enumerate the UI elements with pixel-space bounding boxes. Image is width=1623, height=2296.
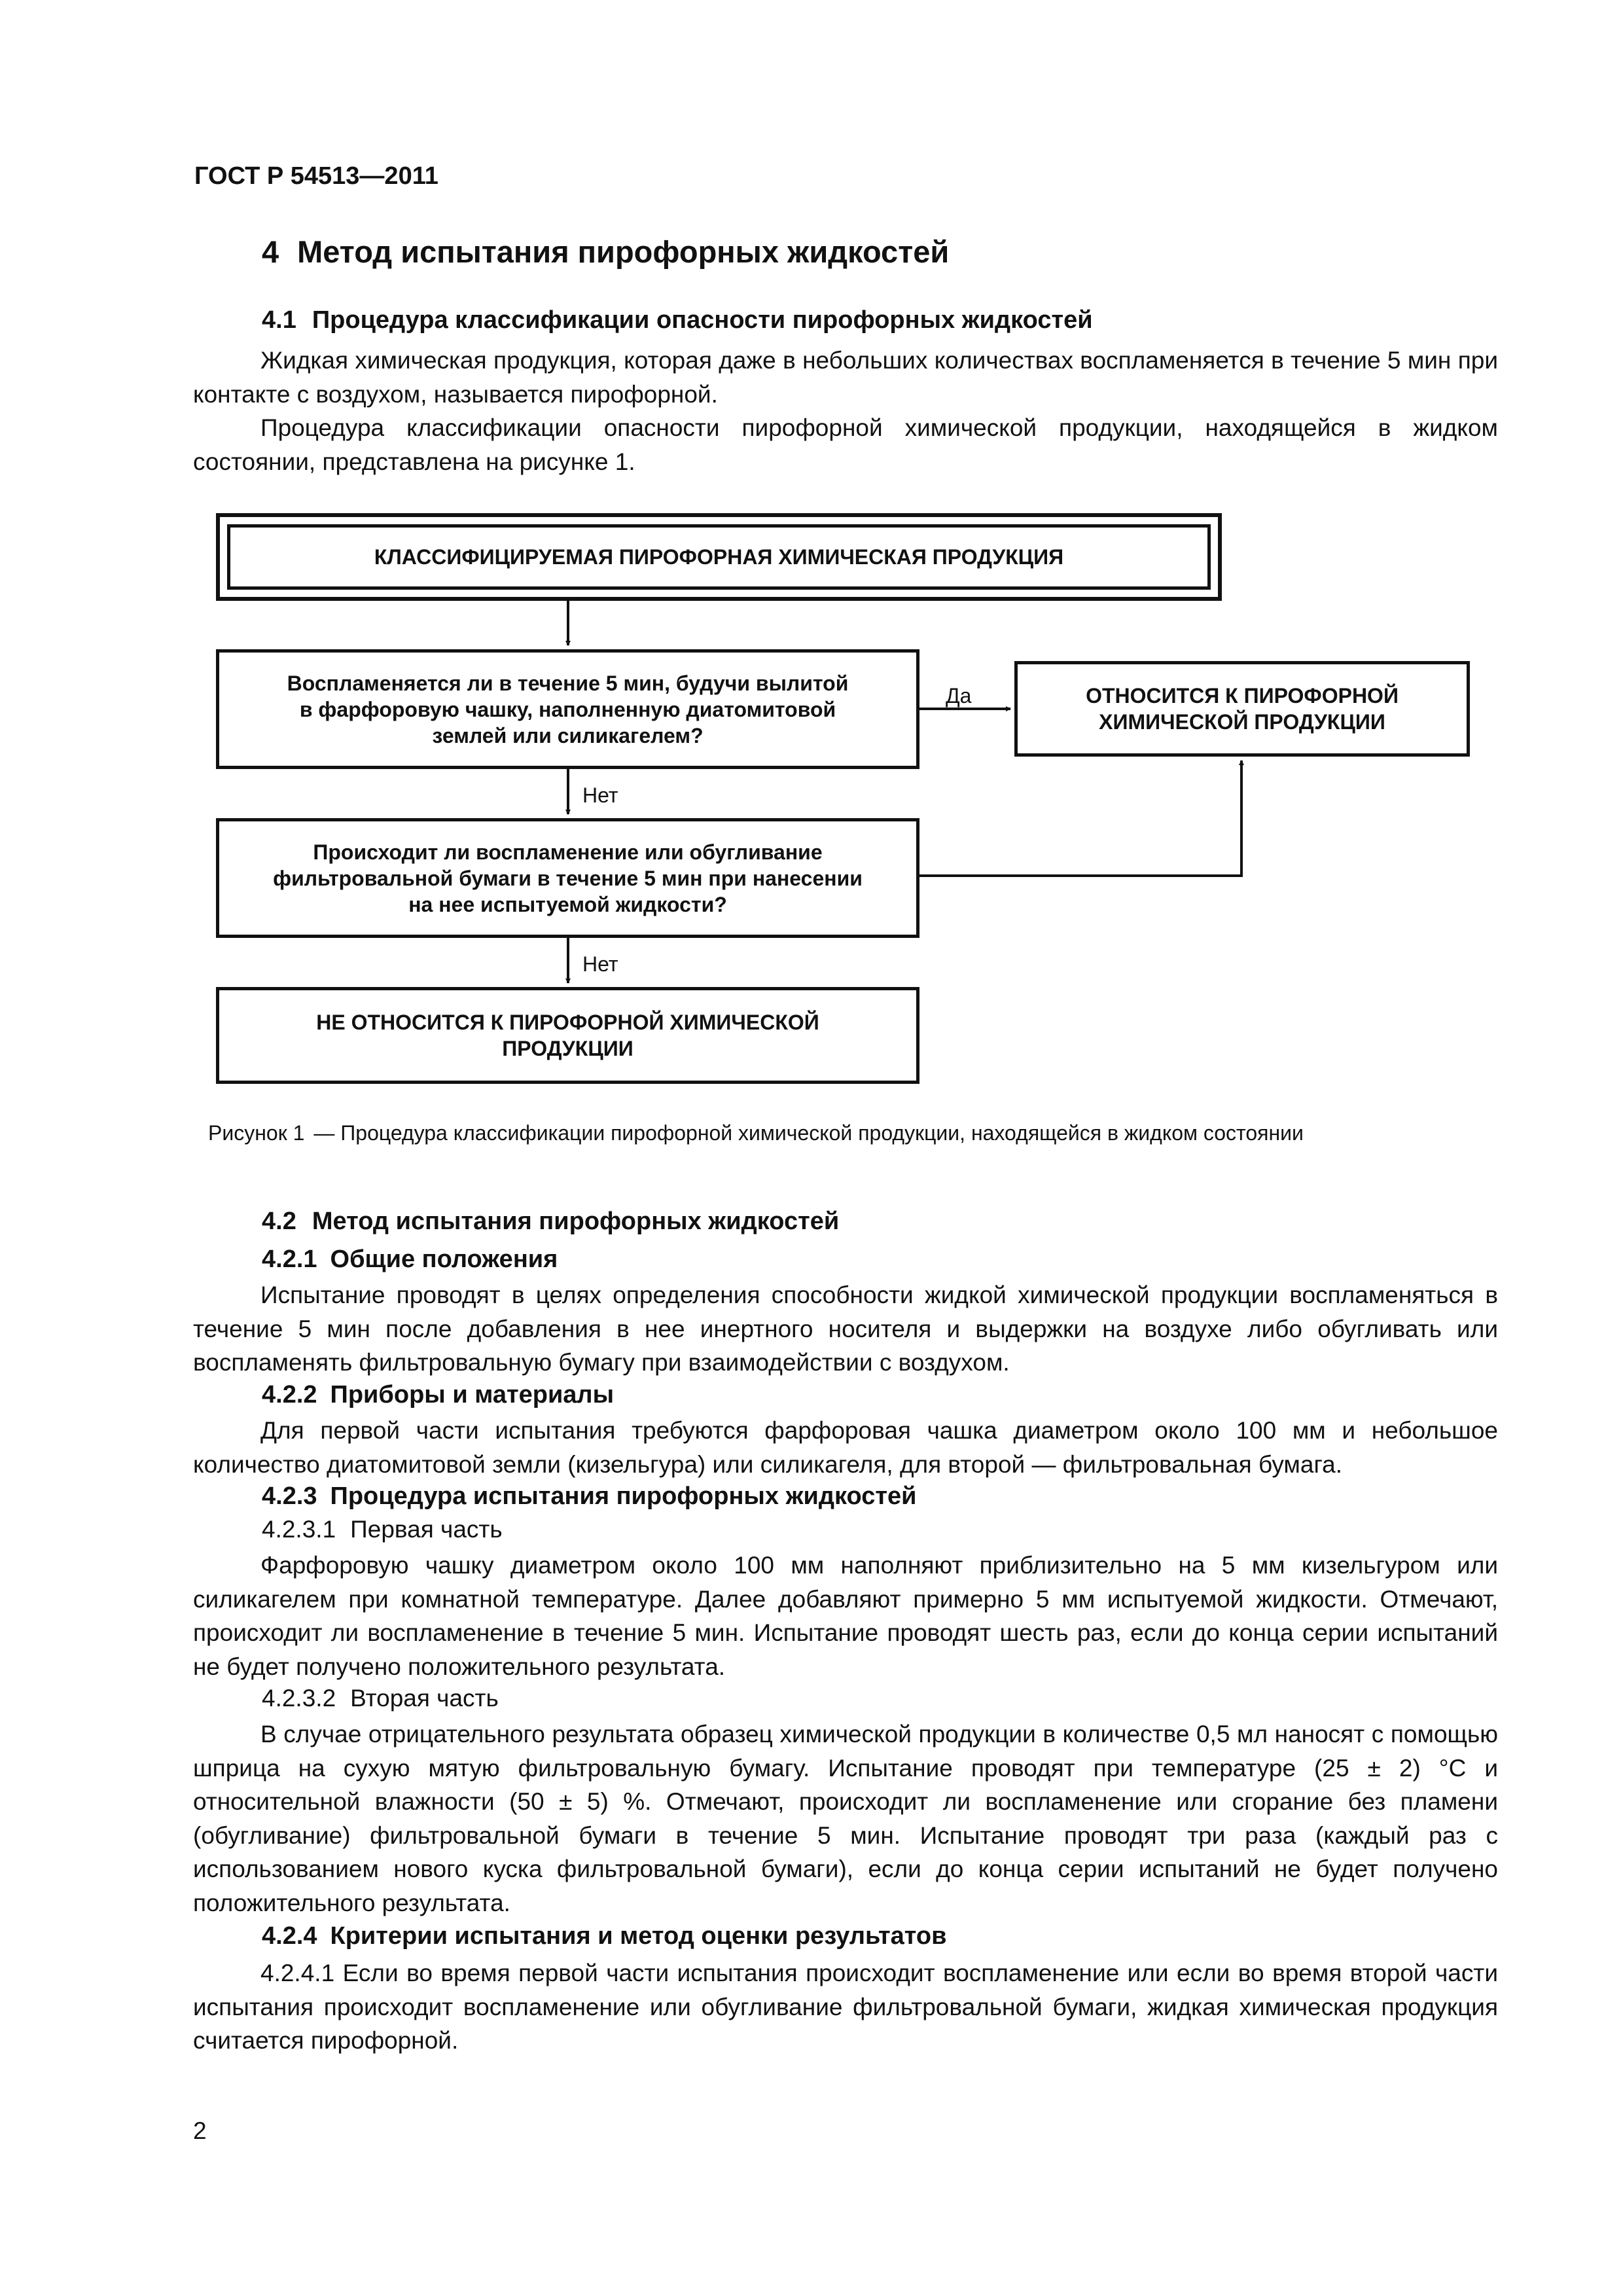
paragraph-spacer	[334, 1960, 342, 1986]
subsection-number: 4.1	[262, 306, 296, 334]
subsection-number: 4.2.3.2	[262, 1685, 336, 1712]
section-title: Метод испытания пирофорных жидкостей	[297, 234, 950, 269]
flow-q1-line: Воспламеняется ли в течение 5 мин, будучи вылитой	[287, 671, 849, 695]
flow-q1-line: в фарфоровую чашку, наполненную диатомитовой	[299, 697, 836, 721]
paragraph-number: 4.2.4.1	[260, 1960, 335, 1986]
flow-question-1-box	[216, 649, 919, 769]
subsection-number: 4.2.3.1	[262, 1516, 336, 1543]
arrow-q2-to-yes	[919, 761, 1241, 876]
flow-question-2-box	[216, 818, 919, 938]
paragraph-4-1-2: Процедура классификации опасности пирофорной химической продукции, находящейся в жидком состоянии, представлена на рисунке 1.	[193, 414, 1498, 475]
subsection-number: 4.2	[262, 1208, 296, 1235]
paragraph-4-2-1: Испытание проводят в целях определения способности жидкой химической продукции воспламеняться в течение 5 мин после добавления в нее инертного носителя и выдержки на воздухе либо обугливать или воспламенять фильтровальную бумагу при взаимодействии с воздухом.	[193, 1282, 1498, 1376]
subsection-heading-4-2-3	[262, 1482, 916, 1511]
subsection-title: Первая часть	[350, 1516, 503, 1543]
flow-yes-line: ОТНОСИТСЯ К ПИРОФОРНОЙ	[1086, 684, 1399, 708]
document-header: ГОСТ Р 54513—2011	[194, 162, 438, 190]
figure-caption-text: — Процедура классификации пирофорной химической продукции, находящейся в жидком состоянии	[313, 1121, 1304, 1145]
subsection-title: Приборы и материалы	[330, 1381, 615, 1408]
flow-yes-line: ХИМИЧЕСКОЙ ПРОДУКЦИИ	[1099, 710, 1385, 734]
flow-yes-result-box	[1014, 661, 1470, 757]
subsection-heading-4-2-3-1	[262, 1516, 503, 1543]
subsection-heading-4-2-3-2	[262, 1685, 499, 1712]
subsection-title: Общие положения	[330, 1246, 558, 1273]
flow-q2-line: Происходит ли воспламенение или обугливание	[313, 840, 823, 864]
paragraph-4-2-3-1: Фарфоровую чашку диаметром около 100 мм наполняют приблизительно на 5 мм кизельгуром или силикагелем при комнатной температуре. Далее добавляют примерно 5 мм испытуемой жидкости. Отмечают, происходит ли воспламенение в течение 5 мин. Испытание проводят шесть раз, если до конца серии испытаний не будет получено положительного результата.	[193, 1552, 1498, 1680]
figure-label: Рисунок 1	[208, 1121, 305, 1145]
paragraph-4-2-4-1	[193, 1956, 1498, 2058]
paragraph-text: Если во время первой части испытания происходит воспламенение или если во время второй части испытания происходит воспламенение или обугливание фильтровальной бумаги, жидкая химическая продукция считается пирофорной.	[193, 1960, 1498, 2054]
section-number: 4	[262, 234, 279, 269]
subsection-title: Вторая часть	[350, 1685, 499, 1712]
flow-q1-line: землей или силикагелем?	[432, 723, 704, 747]
flow-start-text: КЛАССИФИЦИРУЕМАЯ ПИРОФОРНАЯ ХИМИЧЕСКАЯ ПРОДУКЦИЯ	[374, 545, 1064, 569]
flow-label-no-1: Нет	[582, 783, 618, 807]
subsection-heading-4-2-1	[262, 1246, 558, 1274]
subsection-number: 4.2.2	[262, 1381, 317, 1408]
subsection-heading-4-2-2	[262, 1381, 614, 1409]
subsection-title: Процедура классификации опасности пирофорных жидкостей	[312, 306, 1093, 334]
paragraph-4-1-1: Жидкая химическая продукция, которая даже в небольших количествах воспламеняется в течение 5 мин при контакте с воздухом, называется пирофорной.	[193, 347, 1498, 408]
subsection-number: 4.2.1	[262, 1246, 317, 1273]
flow-no-result-box	[216, 987, 919, 1084]
flow-no-line: НЕ ОТНОСИТСЯ К ПИРОФОРНОЙ ХИМИЧЕСКОЙ	[316, 1011, 819, 1034]
figure-caption	[208, 1121, 1304, 1145]
flow-label-yes: Да	[946, 684, 972, 708]
flowchart	[0, 0, 1623, 1126]
flow-no-line: ПРОДУКЦИИ	[502, 1037, 633, 1060]
flow-label-no-2: Нет	[582, 952, 618, 976]
subsection-heading-4-2	[262, 1208, 839, 1236]
paragraph-4-2-3-2: В случае отрицательного результата образец химической продукции в количестве 0,5 мл наносят с помощью шприца на сухую мятую фильтровальную бумагу. Испытание проводят при температуре (25 ± 2) °С и относительной влажности (50 ± 5) %. Отмечают, происходит ли воспламенение или сгорание без пламени (обугливание) фильтровальной бумаги в течение 5 мин. Испытание проводят три раза (каждый раз с использованием нового куска фильтровальной бумаги), если до конца серии испытаний не будет получено положительного результата.	[193, 1721, 1498, 1916]
paragraph-4-2-2: Для первой части испытания требуются фарфоровая чашка диаметром около 100 мм и небольшое количество диатомитовой земли (кизельгура) или силикагеля, для второй — фильтровальная бумага.	[193, 1417, 1498, 1478]
subsection-heading-4-2-4	[262, 1922, 946, 1950]
subsection-number: 4.2.3	[262, 1482, 317, 1510]
page-number: 2	[193, 2117, 207, 2144]
subsection-number: 4.2.4	[262, 1922, 317, 1950]
subsection-title: Критерии испытания и метод оценки результатов	[330, 1922, 947, 1950]
subsection-title: Метод испытания пирофорных жидкостей	[312, 1208, 840, 1235]
flow-start-box	[216, 513, 1222, 601]
flow-q2-line: фильтровальной бумаги в течение 5 мин при нанесении	[273, 866, 863, 890]
flow-q2-line: на нее испытуемой жидкости?	[408, 892, 727, 916]
subsection-title: Процедура испытания пирофорных жидкостей	[330, 1482, 917, 1510]
